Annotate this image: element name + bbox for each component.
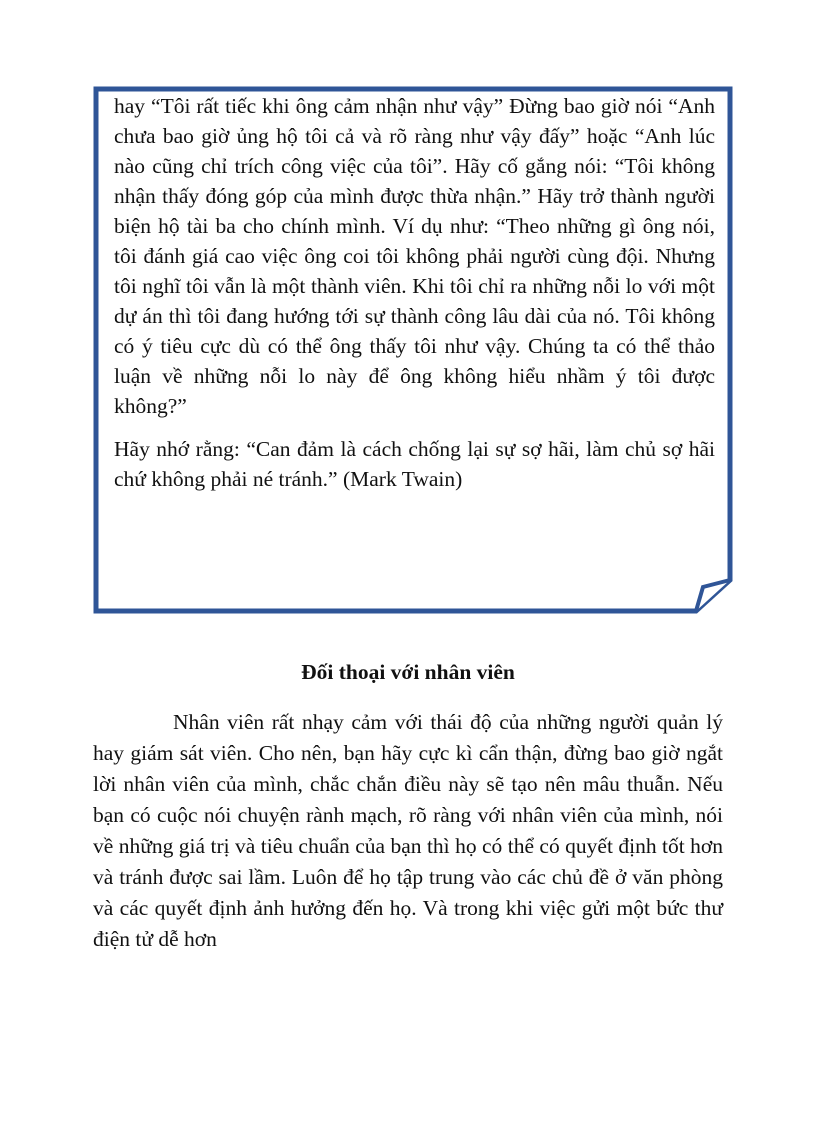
section-title: Đối thoại với nhân viên bbox=[301, 660, 515, 684]
callout-text bbox=[114, 91, 715, 494]
section-body-paragraph: Nhân viên rất nhạy cảm với thái độ của những người quản lý hay giám sát viên. Cho nên, bạn hãy cực kì cẩn thận, đừng bao giờ ngắt lời nhân viên của mình, chắc chắn điều này sẽ tạo nên mâu thuẫn. Nếu bạn có cuộc nói chuyện rành mạch, rõ ràng với nhân viên của mình, nói về những giá trị và tiêu chuẩn của bạn thì họ có thể có quyết định tốt hơn và tránh được sai lầm. Luôn để họ tập trung vào các chủ đề ở văn phòng và các quyết định ảnh hưởng đến họ. Và trong khi việc gửi một bức thư điện tử dễ hơn bbox=[93, 710, 723, 951]
callout-paragraph-1: hay “Tôi rất tiếc khi ông cảm nhận như vậy” Đừng bao giờ nói “Anh chưa bao giờ ủng hộ tôi cả và rõ ràng như vậy đấy” hoặc “Anh lúc nào cũng chỉ trích công việc của tôi”. Hãy cố gắng nói: “Tôi không nhận thấy đóng góp của mình được thừa nhận.” Hãy trở thành người biện hộ tài ba cho chính mình. Ví dụ như: “Theo những gì ông nói, tôi đánh giá cao việc ông coi tôi không phải người cùng đội. Nhưng tôi nghĩ tôi vẫn là một thành viên. Khi tôi chỉ ra những nỗi lo với một dự án thì tôi đang hướng tới sự thành công lâu dài của nó. Tôi không có ý tiêu cực dù có thể ông thấy tôi như vậy. Chúng ta có thể thảo luận về những nỗi lo này để ông không hiểu nhầm ý tôi được không?” bbox=[114, 94, 715, 418]
callout-quote-paragraph: Hãy nhớ rằng: “Can đảm là cách chống lại sự sợ hãi, làm chủ sợ hãi chứ không phải né tránh.” (Mark Twain) bbox=[114, 437, 715, 491]
quote-callout-box bbox=[93, 86, 733, 614]
